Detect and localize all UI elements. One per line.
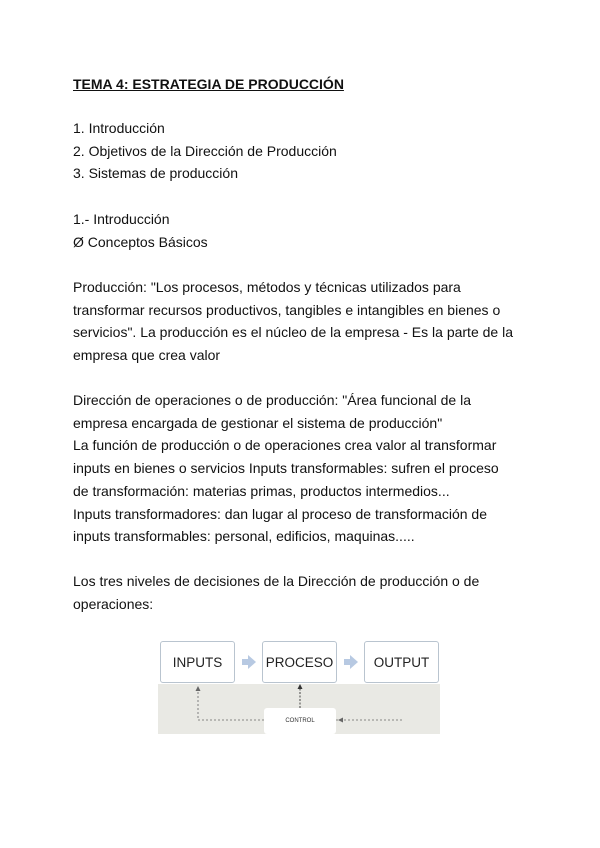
paragraph-line: transformar recursos productivos, tangibles e intangibles en bienes o: [73, 301, 501, 318]
index-item-3: 3. Sistemas de producción: [73, 165, 238, 182]
proceso-box: PROCESO: [262, 641, 337, 683]
paragraph-line: de transformación: materias primas, productos intermedios...: [73, 482, 450, 499]
paragraph-line: empresa que crea valor: [73, 347, 221, 364]
paragraph-line: operaciones:: [73, 595, 154, 612]
index-item-1: 1. Introducción: [73, 120, 165, 136]
production-process-diagram: [158, 636, 440, 734]
document-title: TEMA 4: ESTRATEGIA DE PRODUCCIÓN: [73, 76, 344, 92]
paragraph-line: empresa encargada de gestionar el sistema de producción": [73, 414, 443, 431]
output-box: OUTPUT: [364, 641, 439, 683]
control-box: CONTROL: [264, 708, 336, 734]
paragraph-line: Producción: "Los procesos, métodos y técnicas utilizados para: [73, 279, 461, 295]
subheading: Ø Conceptos Básicos: [73, 233, 208, 250]
section-intro: [73, 208, 543, 253]
paragraph-line: Dirección de operaciones o de producción: "Área funcional de la: [73, 392, 471, 408]
paragraph-line: servicios". La producción es el núcleo de la empresa - Es la parte de la: [73, 324, 513, 341]
paragraph-line: inputs en bienes o servicios Inputs transformables: sufren el proceso: [73, 460, 499, 477]
index-list: [73, 117, 543, 185]
section-heading: 1.- Introducción: [73, 211, 170, 227]
paragraph-niveles: [73, 570, 543, 615]
inputs-box: INPUTS: [160, 641, 235, 683]
paragraph-line: Los tres niveles de decisiones de la Dirección de producción o de: [73, 573, 480, 589]
index-item-2: 2. Objetivos de la Dirección de Producción: [73, 142, 337, 159]
paragraph-line: La función de producción o de operaciones crea valor al transformar: [73, 437, 497, 454]
paragraph-line: inputs transformables: personal, edificios, maquinas.....: [73, 528, 415, 545]
paragraph-direccion: [73, 389, 543, 548]
paragraph-line: Inputs transformadores: dan lugar al proceso de transformación de: [73, 505, 488, 522]
paragraph-produccion: [73, 276, 543, 367]
